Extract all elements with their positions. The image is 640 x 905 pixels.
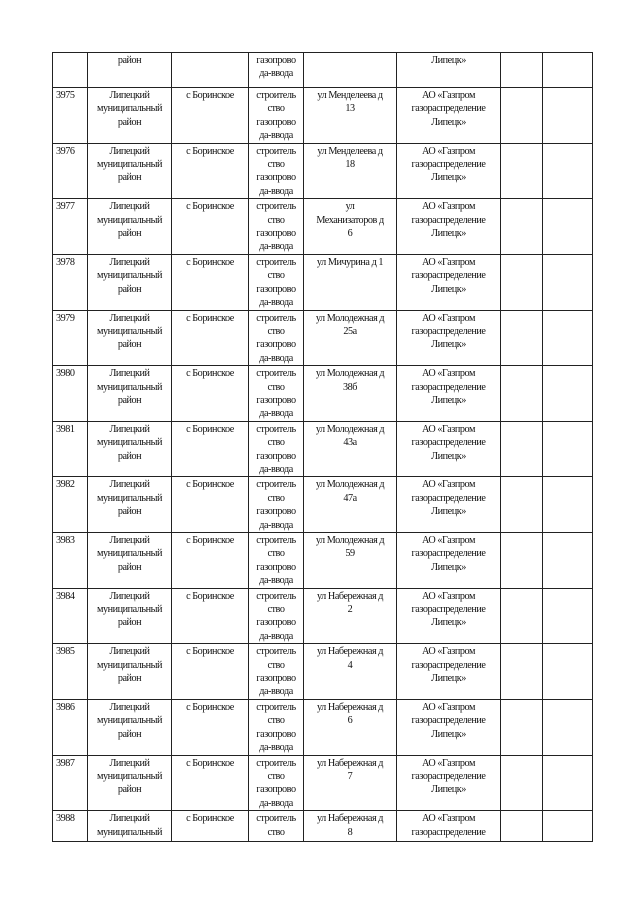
cell-work-type: строитель ство газопрово да-ввода — [249, 421, 304, 477]
cell-empty-2 — [543, 88, 593, 144]
cell-number: 3985 — [53, 644, 88, 700]
cell-empty-2 — [543, 310, 593, 366]
cell-empty-1 — [501, 53, 543, 88]
cell-empty-2 — [543, 644, 593, 700]
cell-work-type: строитель ство — [249, 811, 304, 842]
cell-address: ул Менделеева д 13 — [304, 88, 397, 144]
table-body — [53, 53, 593, 842]
table-row-continuation — [53, 53, 593, 88]
cell-region: Липецкий муниципальный — [88, 811, 172, 842]
table-row — [53, 421, 593, 477]
cell-empty-1 — [501, 88, 543, 144]
cell-organization: АО «Газпром газораспределение Липецк» — [397, 477, 501, 533]
cell-settlement: с Боринское — [172, 421, 249, 477]
cell-work-type: строитель ство газопрово да-ввода — [249, 254, 304, 310]
cell-region: Липецкий муниципальный район — [88, 88, 172, 144]
cell-empty-1 — [501, 310, 543, 366]
cell-address: ул Набережная д 4 — [304, 644, 397, 700]
cell-empty-2 — [543, 199, 593, 255]
cell-empty-2 — [543, 477, 593, 533]
cell-organization: АО «Газпром газораспределение Липецк» — [397, 588, 501, 644]
cell-empty-1 — [501, 143, 543, 199]
cell-settlement: с Боринское — [172, 699, 249, 755]
cell-empty-1 — [501, 588, 543, 644]
cell-number: 3981 — [53, 421, 88, 477]
cell-empty-2 — [543, 811, 593, 842]
cell-empty-1 — [501, 477, 543, 533]
cell-settlement: с Боринское — [172, 366, 249, 422]
cell-settlement: с Боринское — [172, 588, 249, 644]
cell-region: Липецкий муниципальный район — [88, 755, 172, 811]
cell-empty-2 — [543, 421, 593, 477]
cell-empty-2 — [543, 366, 593, 422]
cell-address — [304, 53, 397, 88]
table-row — [53, 699, 593, 755]
cell-settlement: с Боринское — [172, 310, 249, 366]
cell-organization: АО «Газпром газораспределение Липецк» — [397, 199, 501, 255]
table-row — [53, 644, 593, 700]
cell-region: район — [88, 53, 172, 88]
cell-region: Липецкий муниципальный район — [88, 533, 172, 589]
cell-empty-1 — [501, 699, 543, 755]
cell-region: Липецкий муниципальный район — [88, 199, 172, 255]
cell-address: ул Молодежная д 43а — [304, 421, 397, 477]
cell-address: ул Молодежная д 38б — [304, 366, 397, 422]
table-row — [53, 366, 593, 422]
cell-empty-2 — [543, 588, 593, 644]
cell-organization: АО «Газпром газораспределение Липецк» — [397, 310, 501, 366]
cell-empty-2 — [543, 53, 593, 88]
cell-work-type: строитель ство газопрово да-ввода — [249, 88, 304, 144]
cell-region: Липецкий муниципальный район — [88, 254, 172, 310]
cell-empty-2 — [543, 143, 593, 199]
cell-organization: Липецк» — [397, 53, 501, 88]
cell-settlement: с Боринское — [172, 254, 249, 310]
table-row — [53, 533, 593, 589]
cell-address: ул Набережная д 6 — [304, 699, 397, 755]
cell-empty-1 — [501, 254, 543, 310]
cell-empty-2 — [543, 533, 593, 589]
cell-work-type: строитель ство газопрово да-ввода — [249, 699, 304, 755]
cell-organization: АО «Газпром газораспределение Липецк» — [397, 644, 501, 700]
cell-number: 3988 — [53, 811, 88, 842]
cell-organization: АО «Газпром газораспределение — [397, 811, 501, 842]
cell-work-type: строитель ство газопрово да-ввода — [249, 366, 304, 422]
cell-settlement: с Боринское — [172, 533, 249, 589]
table-row — [53, 88, 593, 144]
cell-work-type: строитель ство газопрово да-ввода — [249, 477, 304, 533]
cell-empty-2 — [543, 755, 593, 811]
cell-address: ул Молодежная д 25а — [304, 310, 397, 366]
cell-work-type: строитель ство газопрово да-ввода — [249, 588, 304, 644]
cell-work-type: строитель ство газопрово да-ввода — [249, 143, 304, 199]
cell-organization: АО «Газпром газораспределение Липецк» — [397, 366, 501, 422]
cell-region: Липецкий муниципальный район — [88, 644, 172, 700]
cell-number: 3977 — [53, 199, 88, 255]
cell-settlement: с Боринское — [172, 644, 249, 700]
table-row — [53, 310, 593, 366]
cell-number: 3975 — [53, 88, 88, 144]
cell-number: 3983 — [53, 533, 88, 589]
cell-organization: АО «Газпром газораспределение Липецк» — [397, 254, 501, 310]
cell-region: Липецкий муниципальный район — [88, 477, 172, 533]
cell-work-type: строитель ство газопрово да-ввода — [249, 644, 304, 700]
cell-number: 3982 — [53, 477, 88, 533]
cell-empty-2 — [543, 699, 593, 755]
cell-organization: АО «Газпром газораспределение Липецк» — [397, 533, 501, 589]
cell-region: Липецкий муниципальный район — [88, 310, 172, 366]
cell-empty-1 — [501, 644, 543, 700]
cell-settlement: с Боринское — [172, 755, 249, 811]
cell-region: Липецкий муниципальный район — [88, 421, 172, 477]
cell-number: 3986 — [53, 699, 88, 755]
registry-table — [52, 52, 593, 842]
table-row — [53, 143, 593, 199]
cell-region: Липецкий муниципальный район — [88, 699, 172, 755]
cell-organization: АО «Газпром газораспределение Липецк» — [397, 143, 501, 199]
cell-address: ул Набережная д 8 — [304, 811, 397, 842]
cell-work-type: газопрово да-ввода — [249, 53, 304, 88]
cell-empty-1 — [501, 421, 543, 477]
cell-work-type: строитель ство газопрово да-ввода — [249, 199, 304, 255]
cell-region: Липецкий муниципальный район — [88, 366, 172, 422]
cell-number: 3987 — [53, 755, 88, 811]
cell-settlement: с Боринское — [172, 143, 249, 199]
cell-number: 3978 — [53, 254, 88, 310]
cell-number: 3979 — [53, 310, 88, 366]
cell-empty-1 — [501, 366, 543, 422]
table-row-partial — [53, 811, 593, 842]
cell-address: ул Молодежная д 47а — [304, 477, 397, 533]
cell-work-type: строитель ство газопрово да-ввода — [249, 755, 304, 811]
cell-organization: АО «Газпром газораспределение Липецк» — [397, 699, 501, 755]
cell-address: ул Набережная д 2 — [304, 588, 397, 644]
cell-settlement: с Боринское — [172, 88, 249, 144]
table-row — [53, 588, 593, 644]
cell-number: 3976 — [53, 143, 88, 199]
cell-work-type: строитель ство газопрово да-ввода — [249, 310, 304, 366]
cell-address: ул Набережная д 7 — [304, 755, 397, 811]
cell-empty-1 — [501, 811, 543, 842]
cell-number — [53, 53, 88, 88]
table-row — [53, 254, 593, 310]
cell-settlement — [172, 53, 249, 88]
cell-empty-1 — [501, 199, 543, 255]
cell-organization: АО «Газпром газораспределение Липецк» — [397, 88, 501, 144]
cell-address: ул Менделеева д 18 — [304, 143, 397, 199]
table-row — [53, 755, 593, 811]
cell-empty-1 — [501, 533, 543, 589]
cell-empty-1 — [501, 755, 543, 811]
cell-settlement: с Боринское — [172, 199, 249, 255]
cell-address: ул Механизаторов д 6 — [304, 199, 397, 255]
cell-address: ул Мичурина д 1 — [304, 254, 397, 310]
cell-region: Липецкий муниципальный район — [88, 143, 172, 199]
document-page — [52, 52, 592, 842]
cell-organization: АО «Газпром газораспределение Липецк» — [397, 421, 501, 477]
cell-settlement: с Боринское — [172, 477, 249, 533]
table-row — [53, 477, 593, 533]
cell-work-type: строитель ство газопрово да-ввода — [249, 533, 304, 589]
cell-organization: АО «Газпром газораспределение Липецк» — [397, 755, 501, 811]
cell-empty-2 — [543, 254, 593, 310]
cell-number: 3984 — [53, 588, 88, 644]
cell-region: Липецкий муниципальный район — [88, 588, 172, 644]
cell-settlement: с Боринское — [172, 811, 249, 842]
cell-number: 3980 — [53, 366, 88, 422]
cell-address: ул Молодежная д 59 — [304, 533, 397, 589]
table-row — [53, 199, 593, 255]
